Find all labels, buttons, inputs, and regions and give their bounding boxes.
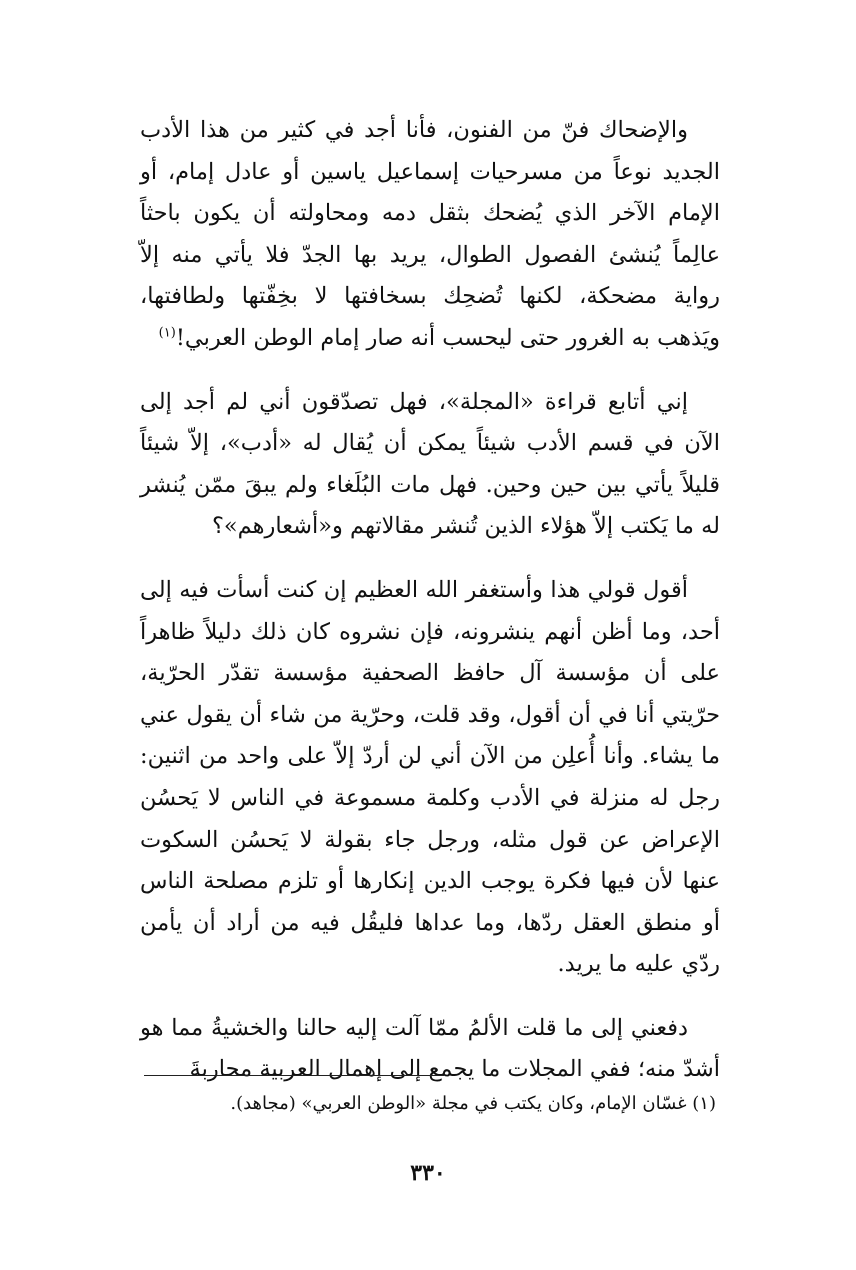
paragraph-2: إني أتابع قراءة «المجلة»، فهل تصدّقون أني لم أجد إلى الآن في قسم الأدب شيئاً يمكن أن يُقال له «أدب»، إلاّ شيئاً قليلاً يأتي بين حين وحين. فهل مات البُلَغاء ولم يبقَ ممّن يُنشر له ما يَكتب إلاّ هؤلاء الذين تُنشر مقالاتهم و«أشعارهم»؟ [140,388,720,540]
paragraph-3: أقول قولي هذا وأستغفر الله العظيم إن كنت أسأت فيه إلى أحد، وما أظن أنهم ينشرونه، فإن نشروه كان ذلك دليلاً ظاهراً على أن مؤسسة آل حافظ الصحفية مؤسسة تقدّر الحرّية، حرّيتي أنا في أن أقول، وقد قلت، وحرّية من شاء أن يقول عني ما يشاء. وأنا أُعلِن من الآن أني لن أردّ إلاّ على واحد من اثنين: رجل له منزلة في الأدب وكلمة مسموعة في الناس لا يَحسُن الإعراض عن قول مثله، ورجل جاء بقولة لا يَحسُن السكوت عنها لأن فيها فكرة يوجب الدين إنكارها أو تلزم مصلحة الناس أو منطق العقل ردّها، وما عداها فليقُل فيه من أراد أن يأمن ردّي عليه ما يريد. [140,576,720,978]
footnote-divider [144,1075,444,1076]
paragraph-1-text: والإضحاك فنّ من الفنون، فأنا أجد في كثير من هذا الأدب الجديد نوعاً من مسرحيات إسماعيل ياسين أو عادل إمام، أو الإمام الآخر الذي يُضحك بثقل دمه ومحاولته أن يكون باحثاً عالِماً يُنشئ الفصول الطوال، يريد بها الجدّ فلا يأتي منه إلاّ رواية مضحكة، لكنها تُضحِك بسخافتها لا بخِفّتها ولطافتها، ويَذهب به الغرور حتى ليحسب أنه صار إمام الوطن العربي! [140,117,720,351]
page-body [140,110,720,1113]
paragraph-1 [140,110,720,360]
page-number: ٣٣٠ [410,1160,446,1186]
paragraph-4: دفعني إلى ما قلت الألمُ ممّا آلت إليه حالنا والخشيةُ مما هو أشدّ منه؛ ففي المجلات ما يجمع إلى إهمال العربية محاربةَ [140,1014,720,1083]
footnote: (١) غسّان الإمام، وكان يكتب في مجلة «الوطن العربي» (مجاهد). [230,1093,716,1114]
footnote-reference: (١) [158,325,176,341]
